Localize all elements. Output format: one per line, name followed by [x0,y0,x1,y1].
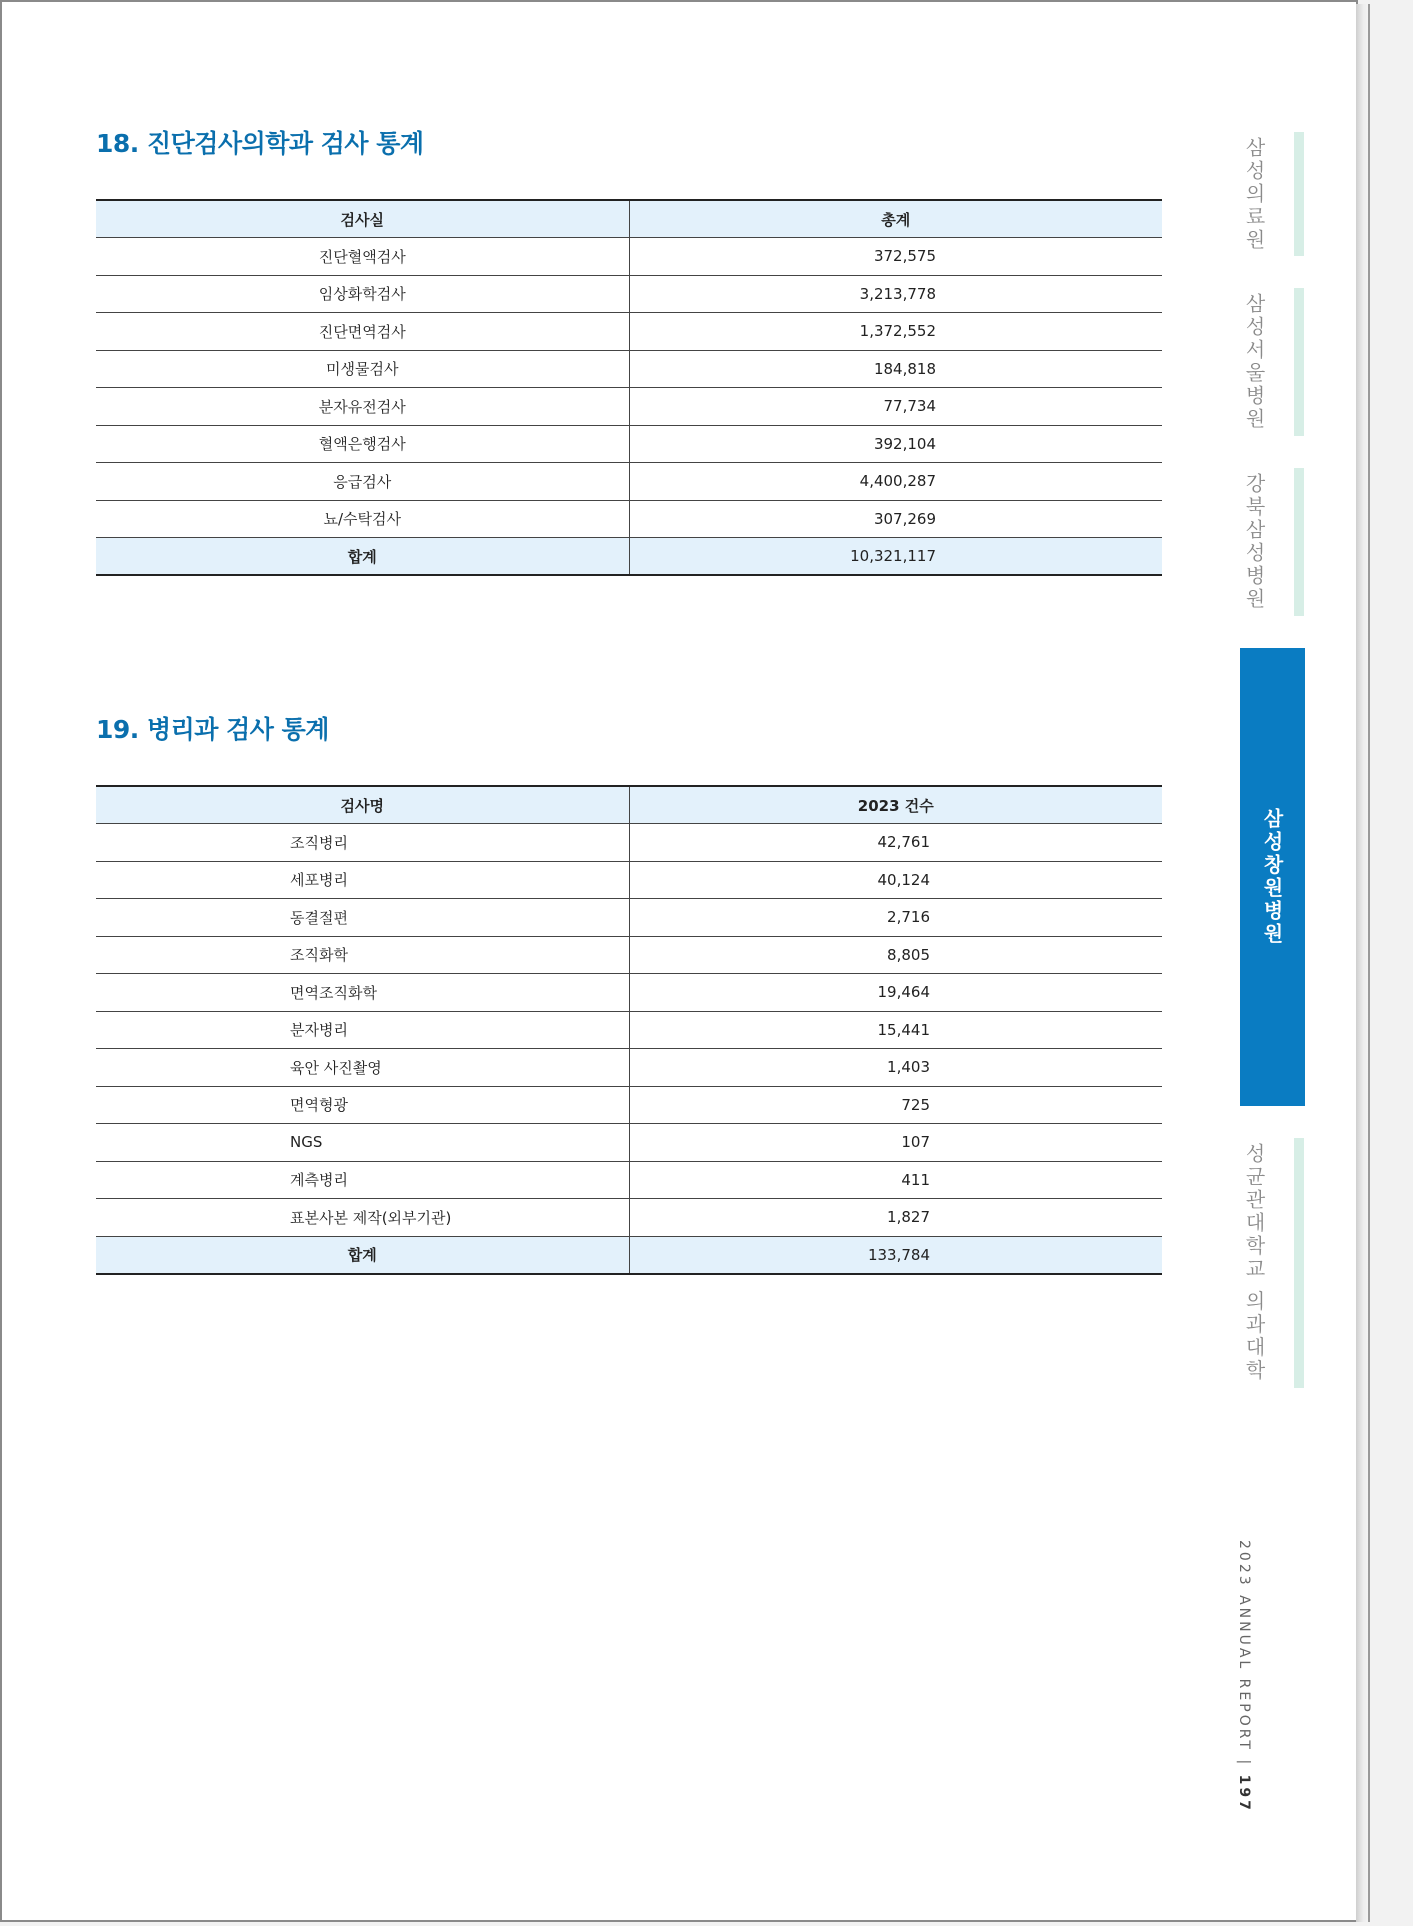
row-value: 15,441 [629,1011,1162,1049]
table-row [96,388,1162,426]
row-value: 184,818 [629,350,1162,388]
table-row [96,861,1162,899]
table-row [96,936,1162,974]
pathology-stats-table [96,785,1162,1275]
table-row [96,1199,1162,1237]
row-value: 307,269 [629,500,1162,538]
row-value: 392,104 [629,425,1162,463]
row-label: 조직병리 [96,824,629,862]
section-18-title: 18. 진단검사의학과 검사 통계 [96,129,424,158]
row-label: NGS [96,1124,629,1162]
table-row [96,1011,1162,1049]
row-value: 10,321,117 [629,538,1162,576]
row-value: 133,784 [629,1236,1162,1274]
table-row [96,1049,1162,1087]
row-value: 725 [629,1086,1162,1124]
table-row [96,313,1162,351]
row-label: 동결절편 [96,899,629,937]
row-label: 세포병리 [96,861,629,899]
side-tab-skku-medicine[interactable]: 성균관대학교 의과대학 [1240,1138,1304,1388]
lab-test-stats-table [96,199,1162,576]
row-label: 면역조직화학 [96,974,629,1012]
table-row [96,1124,1162,1162]
row-value: 1,827 [629,1199,1162,1237]
table-row [96,1086,1162,1124]
row-label: 표본사본 제작(외부기관) [96,1199,629,1237]
table-row [96,425,1162,463]
page-edge-shadow [1356,4,1370,1922]
row-label: 응급검사 [96,463,629,501]
row-label: 분자유전검사 [96,388,629,426]
row-value: 1,372,552 [629,313,1162,351]
column-header-lab: 검사실 [96,200,629,238]
table-row [96,1161,1162,1199]
row-value: 372,575 [629,238,1162,276]
row-value: 8,805 [629,936,1162,974]
total-row [96,1236,1162,1274]
table-row [96,500,1162,538]
row-label: 미생물검사 [96,350,629,388]
row-label: 진단혈액검사 [96,238,629,276]
table-row [96,824,1162,862]
column-header-count-2023: 2023 건수 [629,786,1162,824]
side-tab-samsung-medical-center[interactable]: 삼성의료원 [1240,132,1304,256]
row-label: 뇨/수탁검사 [96,500,629,538]
row-label: 임상화학검사 [96,275,629,313]
table-row [96,974,1162,1012]
table-header-row [96,786,1162,824]
row-label: 분자병리 [96,1011,629,1049]
footer-separator: | [1236,1759,1252,1768]
row-value: 19,464 [629,974,1162,1012]
row-value: 2,716 [629,899,1162,937]
row-label: 육안 사진촬영 [96,1049,629,1087]
side-tab-samsung-changwon-hospital[interactable]: 삼성창원병원 [1240,648,1305,1106]
row-value: 40,124 [629,861,1162,899]
row-value: 107 [629,1124,1162,1162]
column-header-test-name: 검사명 [96,786,629,824]
row-value: 411 [629,1161,1162,1199]
column-header-total: 총계 [629,200,1162,238]
row-label: 합계 [96,1236,629,1274]
row-label: 조직화학 [96,936,629,974]
row-value: 4,400,287 [629,463,1162,501]
footer-report-title: 2023 ANNUAL REPORT [1236,1540,1252,1752]
page-footer [1236,1540,1252,1813]
row-value: 3,213,778 [629,275,1162,313]
total-row [96,538,1162,576]
row-label: 면역형광 [96,1086,629,1124]
row-value: 42,761 [629,824,1162,862]
table-row [96,350,1162,388]
table-row [96,275,1162,313]
table-row [96,899,1162,937]
row-value: 77,734 [629,388,1162,426]
row-label: 합계 [96,538,629,576]
side-tab-samsung-seoul-hospital[interactable]: 삼성서울병원 [1240,288,1304,436]
table-row [96,238,1162,276]
side-tab-kangbuk-samsung-hospital[interactable]: 강북삼성병원 [1240,468,1304,616]
page-number: 197 [1236,1774,1252,1813]
row-value: 1,403 [629,1049,1162,1087]
table-header-row [96,200,1162,238]
row-label: 혈액은행검사 [96,425,629,463]
table-row [96,463,1162,501]
row-label: 진단면역검사 [96,313,629,351]
section-19-title: 19. 병리과 검사 통계 [96,715,329,744]
row-label: 계측병리 [96,1161,629,1199]
